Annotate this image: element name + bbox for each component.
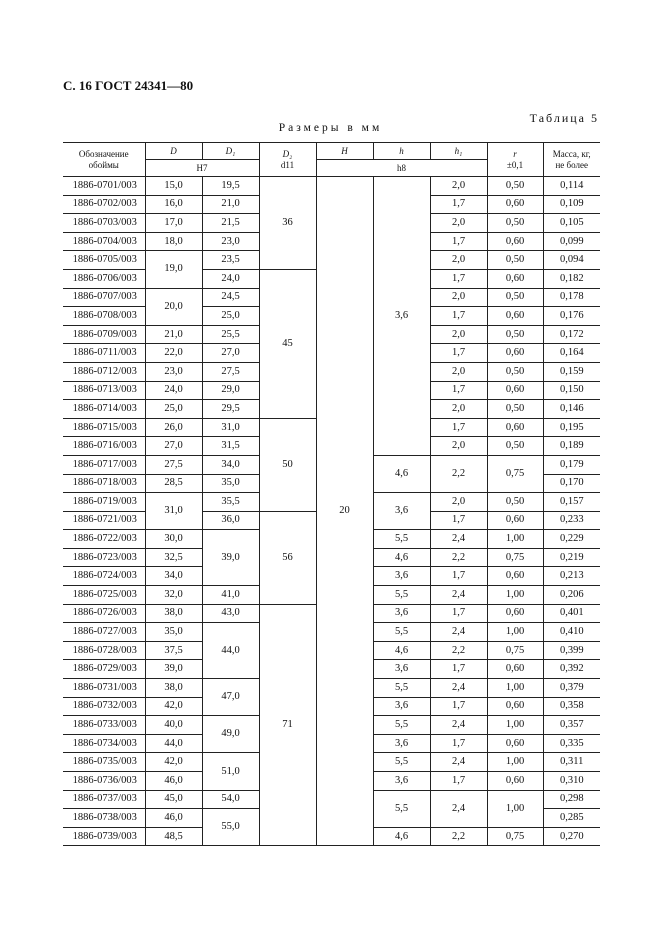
cell-code: 1886-0734/003 xyxy=(63,734,145,753)
col-H: H xyxy=(316,143,373,160)
cell-D1: 27,5 xyxy=(202,362,259,381)
cell-h1: 1,7 xyxy=(430,697,487,716)
cell-D1: 55,0 xyxy=(202,809,259,846)
cell-h: 4,6 xyxy=(373,455,430,492)
cell-m: 0,105 xyxy=(543,214,600,233)
cell-D1: 39,0 xyxy=(202,530,259,586)
cell-code: 1886-0701/003 xyxy=(63,177,145,196)
cell-D1: 24,0 xyxy=(202,269,259,288)
cell-m: 0,298 xyxy=(543,790,600,809)
col-D: D xyxy=(145,143,202,160)
cell-r: 1,00 xyxy=(487,679,543,698)
cell-h1: 1,7 xyxy=(430,232,487,251)
table-row xyxy=(63,177,600,196)
cell-code: 1886-0726/003 xyxy=(63,604,145,623)
cell-m: 0,285 xyxy=(543,809,600,828)
cell-code: 1886-0724/003 xyxy=(63,567,145,586)
cell-h1: 1,7 xyxy=(430,269,487,288)
cell-H: 20 xyxy=(316,177,373,846)
cell-D: 31,0 xyxy=(145,493,202,530)
cell-D: 27,0 xyxy=(145,437,202,456)
cell-m: 0,179 xyxy=(543,455,600,474)
table-title: Таблица 5 xyxy=(529,111,599,125)
cell-h: 3,6 xyxy=(373,567,430,586)
cell-h1: 1,7 xyxy=(430,604,487,623)
cell-D1: 21,5 xyxy=(202,214,259,233)
cell-D: 42,0 xyxy=(145,753,202,772)
cell-D: 42,0 xyxy=(145,697,202,716)
cell-r: 1,00 xyxy=(487,623,543,642)
cell-D: 38,0 xyxy=(145,604,202,623)
cell-h1: 2,4 xyxy=(430,753,487,772)
cell-code: 1886-0703/003 xyxy=(63,214,145,233)
cell-D: 20,0 xyxy=(145,288,202,325)
cell-r: 0,60 xyxy=(487,660,543,679)
cell-h: 3,6 xyxy=(373,734,430,753)
cell-h1: 1,7 xyxy=(430,772,487,791)
cell-h1: 2,2 xyxy=(430,455,487,492)
cell-m: 0,270 xyxy=(543,827,600,846)
cell-h1: 2,2 xyxy=(430,548,487,567)
cell-h1: 1,7 xyxy=(430,195,487,214)
cell-code: 1886-0712/003 xyxy=(63,362,145,381)
cell-h1: 2,0 xyxy=(430,493,487,512)
cell-code: 1886-0723/003 xyxy=(63,548,145,567)
cell-h: 3,6 xyxy=(373,697,430,716)
cell-D: 24,0 xyxy=(145,381,202,400)
cell-h1: 2,4 xyxy=(430,716,487,735)
cell-r: 0,60 xyxy=(487,604,543,623)
cell-m: 0,114 xyxy=(543,177,600,196)
cell-code: 1886-0704/003 xyxy=(63,232,145,251)
cell-h1: 1,7 xyxy=(430,344,487,363)
cell-h1: 2,4 xyxy=(430,530,487,549)
cell-code: 1886-0702/003 xyxy=(63,195,145,214)
cell-D: 16,0 xyxy=(145,195,202,214)
cell-D: 35,0 xyxy=(145,623,202,642)
cell-D: 46,0 xyxy=(145,809,202,828)
cell-D: 37,5 xyxy=(145,641,202,660)
cell-code: 1886-0713/003 xyxy=(63,381,145,400)
cell-r: 0,60 xyxy=(487,734,543,753)
cell-D: 44,0 xyxy=(145,734,202,753)
cell-m: 0,189 xyxy=(543,437,600,456)
cell-m: 0,392 xyxy=(543,660,600,679)
cell-D: 15,0 xyxy=(145,177,202,196)
cell-D: 19,0 xyxy=(145,251,202,288)
cell-r: 0,50 xyxy=(487,362,543,381)
cell-h1: 1,7 xyxy=(430,381,487,400)
cell-D1: 27,0 xyxy=(202,344,259,363)
cell-D2: 56 xyxy=(259,511,316,604)
col-D2-symbol: D₂ xyxy=(282,148,293,159)
cell-m: 0,357 xyxy=(543,716,600,735)
cell-h1: 2,0 xyxy=(430,288,487,307)
cell-m: 0,176 xyxy=(543,307,600,326)
cell-m: 0,358 xyxy=(543,697,600,716)
cell-r: 1,00 xyxy=(487,586,543,605)
cell-D: 28,5 xyxy=(145,474,202,493)
cell-h1: 2,0 xyxy=(430,437,487,456)
cell-m: 0,170 xyxy=(543,474,600,493)
page-header: С. 16 ГОСТ 24341—80 xyxy=(63,78,194,93)
cell-D: 45,0 xyxy=(145,790,202,809)
cell-D1: 23,0 xyxy=(202,232,259,251)
cell-code: 1886-0733/003 xyxy=(63,716,145,735)
cell-code: 1886-0727/003 xyxy=(63,623,145,642)
cell-h: 4,6 xyxy=(373,641,430,660)
cell-D: 32,0 xyxy=(145,586,202,605)
cell-h: 5,5 xyxy=(373,716,430,735)
cell-code: 1886-0708/003 xyxy=(63,307,145,326)
cell-r: 1,00 xyxy=(487,530,543,549)
cell-m: 0,379 xyxy=(543,679,600,698)
cell-D1: 25,5 xyxy=(202,325,259,344)
cell-code: 1886-0721/003 xyxy=(63,511,145,530)
cell-m: 0,146 xyxy=(543,400,600,419)
cell-code: 1886-0717/003 xyxy=(63,455,145,474)
cell-h1: 2,2 xyxy=(430,827,487,846)
col-designation: Обозначение обоймы xyxy=(63,143,145,177)
cell-h1: 1,7 xyxy=(430,418,487,437)
cell-D1: 21,0 xyxy=(202,195,259,214)
cell-r: 0,75 xyxy=(487,641,543,660)
cell-D1: 29,0 xyxy=(202,381,259,400)
cell-code: 1886-0731/003 xyxy=(63,679,145,698)
cell-h: 5,5 xyxy=(373,753,430,772)
cell-h: 3,6 xyxy=(373,772,430,791)
cell-D1: 19,5 xyxy=(202,177,259,196)
cell-D2: 71 xyxy=(259,604,316,846)
cell-h: 5,5 xyxy=(373,586,430,605)
cell-m: 0,150 xyxy=(543,381,600,400)
cell-r: 0,60 xyxy=(487,232,543,251)
cell-code: 1886-0735/003 xyxy=(63,753,145,772)
cell-D2: 50 xyxy=(259,418,316,511)
cell-D: 18,0 xyxy=(145,232,202,251)
cell-h1: 1,7 xyxy=(430,307,487,326)
cell-D: 27,5 xyxy=(145,455,202,474)
cell-r: 0,50 xyxy=(487,177,543,196)
cell-r: 0,60 xyxy=(487,381,543,400)
cell-code: 1886-0739/003 xyxy=(63,827,145,846)
cell-m: 0,164 xyxy=(543,344,600,363)
cell-h: 3,6 xyxy=(373,660,430,679)
cell-r: 0,50 xyxy=(487,325,543,344)
cell-h1: 2,2 xyxy=(430,641,487,660)
cell-D: 22,0 xyxy=(145,344,202,363)
cell-D: 21,0 xyxy=(145,325,202,344)
table-subtitle: Размеры в мм xyxy=(278,122,383,134)
cell-m: 0,219 xyxy=(543,548,600,567)
cell-h1: 1,7 xyxy=(430,567,487,586)
cell-D1: 41,0 xyxy=(202,586,259,605)
cell-D2: 36 xyxy=(259,177,316,270)
cell-r: 0,60 xyxy=(487,307,543,326)
cell-r: 0,50 xyxy=(487,400,543,419)
cell-code: 1886-0711/003 xyxy=(63,344,145,363)
cell-m: 0,094 xyxy=(543,251,600,270)
cell-code: 1886-0725/003 xyxy=(63,586,145,605)
cell-code: 1886-0706/003 xyxy=(63,269,145,288)
cell-h: 4,6 xyxy=(373,548,430,567)
cell-m: 0,206 xyxy=(543,586,600,605)
dimensions-table xyxy=(63,142,600,846)
cell-code: 1886-0729/003 xyxy=(63,660,145,679)
cell-r: 0,75 xyxy=(487,827,543,846)
cell-D1: 29,5 xyxy=(202,400,259,419)
cell-r: 0,50 xyxy=(487,437,543,456)
cell-h: 5,5 xyxy=(373,790,430,827)
cell-m: 0,213 xyxy=(543,567,600,586)
cell-D: 46,0 xyxy=(145,772,202,791)
cell-h: 4,6 xyxy=(373,827,430,846)
cell-r: 0,75 xyxy=(487,548,543,567)
cell-D: 40,0 xyxy=(145,716,202,735)
cell-D1: 35,0 xyxy=(202,474,259,493)
cell-D: 39,0 xyxy=(145,660,202,679)
cell-code: 1886-0718/003 xyxy=(63,474,145,493)
cell-h: 5,5 xyxy=(373,679,430,698)
cell-code: 1886-0719/003 xyxy=(63,493,145,512)
cell-h1: 2,4 xyxy=(430,623,487,642)
cell-r: 0,60 xyxy=(487,269,543,288)
cell-code: 1886-0714/003 xyxy=(63,400,145,419)
cell-m: 0,335 xyxy=(543,734,600,753)
cell-m: 0,233 xyxy=(543,511,600,530)
cell-h1: 1,7 xyxy=(430,511,487,530)
cell-m: 0,310 xyxy=(543,772,600,791)
cell-r: 0,60 xyxy=(487,772,543,791)
cell-D1: 43,0 xyxy=(202,604,259,623)
cell-h: 3,6 xyxy=(373,177,430,456)
cell-D1: 35,5 xyxy=(202,493,259,512)
cell-D: 32,5 xyxy=(145,548,202,567)
cell-m: 0,182 xyxy=(543,269,600,288)
cell-m: 0,099 xyxy=(543,232,600,251)
cell-code: 1886-0705/003 xyxy=(63,251,145,270)
tolerance-H7: H7 xyxy=(145,160,259,177)
cell-code: 1886-0737/003 xyxy=(63,790,145,809)
cell-m: 0,229 xyxy=(543,530,600,549)
cell-D1: 47,0 xyxy=(202,679,259,716)
cell-D: 25,0 xyxy=(145,400,202,419)
col-h: h xyxy=(373,143,430,160)
cell-h1: 1,7 xyxy=(430,734,487,753)
cell-r: 0,60 xyxy=(487,697,543,716)
cell-h1: 2,4 xyxy=(430,586,487,605)
cell-D1: 51,0 xyxy=(202,753,259,790)
col-r xyxy=(487,143,543,177)
col-r-tolerance: ±0,1 xyxy=(506,159,524,170)
cell-h1: 2,0 xyxy=(430,400,487,419)
cell-r: 1,00 xyxy=(487,716,543,735)
cell-D: 30,0 xyxy=(145,530,202,549)
cell-m: 0,159 xyxy=(543,362,600,381)
cell-h1: 2,0 xyxy=(430,362,487,381)
tolerance-h8: h8 xyxy=(316,160,487,177)
cell-D: 26,0 xyxy=(145,418,202,437)
col-D2-tolerance: d11 xyxy=(280,159,295,170)
cell-m: 0,109 xyxy=(543,195,600,214)
cell-r: 0,50 xyxy=(487,251,543,270)
cell-r: 0,75 xyxy=(487,455,543,492)
col-r-symbol: r xyxy=(513,148,517,159)
cell-m: 0,195 xyxy=(543,418,600,437)
cell-D1: 25,0 xyxy=(202,307,259,326)
cell-m: 0,401 xyxy=(543,604,600,623)
cell-code: 1886-0732/003 xyxy=(63,697,145,716)
cell-h: 5,5 xyxy=(373,530,430,549)
cell-h1: 1,7 xyxy=(430,660,487,679)
cell-h1: 2,0 xyxy=(430,251,487,270)
cell-D1: 36,0 xyxy=(202,511,259,530)
cell-code: 1886-0722/003 xyxy=(63,530,145,549)
cell-r: 0,60 xyxy=(487,195,543,214)
cell-m: 0,399 xyxy=(543,641,600,660)
cell-h1: 2,0 xyxy=(430,214,487,233)
cell-code: 1886-0736/003 xyxy=(63,772,145,791)
cell-D: 23,0 xyxy=(145,362,202,381)
cell-h1: 2,0 xyxy=(430,177,487,196)
cell-D1: 44,0 xyxy=(202,623,259,679)
cell-h: 5,5 xyxy=(373,623,430,642)
cell-r: 0,60 xyxy=(487,418,543,437)
cell-h: 3,6 xyxy=(373,493,430,530)
cell-r: 0,50 xyxy=(487,214,543,233)
cell-D1: 54,0 xyxy=(202,790,259,809)
cell-D: 48,5 xyxy=(145,827,202,846)
cell-m: 0,157 xyxy=(543,493,600,512)
cell-D1: 24,5 xyxy=(202,288,259,307)
cell-code: 1886-0709/003 xyxy=(63,325,145,344)
cell-m: 0,311 xyxy=(543,753,600,772)
cell-D: 34,0 xyxy=(145,567,202,586)
cell-m: 0,178 xyxy=(543,288,600,307)
cell-code: 1886-0707/003 xyxy=(63,288,145,307)
cell-code: 1886-0738/003 xyxy=(63,809,145,828)
cell-r: 0,60 xyxy=(487,511,543,530)
cell-D1: 34,0 xyxy=(202,455,259,474)
cell-code: 1886-0728/003 xyxy=(63,641,145,660)
cell-h1: 2,0 xyxy=(430,325,487,344)
cell-D2: 45 xyxy=(259,269,316,418)
cell-code: 1886-0716/003 xyxy=(63,437,145,456)
cell-D1: 31,5 xyxy=(202,437,259,456)
cell-D: 38,0 xyxy=(145,679,202,698)
col-mass: Масса, кг, не более xyxy=(543,143,600,177)
col-D1: D₁ xyxy=(202,143,259,160)
cell-r: 0,60 xyxy=(487,344,543,363)
cell-m: 0,410 xyxy=(543,623,600,642)
cell-code: 1886-0715/003 xyxy=(63,418,145,437)
cell-h1: 2,4 xyxy=(430,679,487,698)
cell-r: 0,60 xyxy=(487,567,543,586)
cell-r: 1,00 xyxy=(487,753,543,772)
col-h1: h₁ xyxy=(430,143,487,160)
cell-D1: 31,0 xyxy=(202,418,259,437)
cell-D1: 49,0 xyxy=(202,716,259,753)
cell-D: 17,0 xyxy=(145,214,202,233)
cell-m: 0,172 xyxy=(543,325,600,344)
cell-r: 1,00 xyxy=(487,790,543,827)
cell-h1: 2,4 xyxy=(430,790,487,827)
cell-D1: 23,5 xyxy=(202,251,259,270)
cell-r: 0,50 xyxy=(487,493,543,512)
cell-r: 0,50 xyxy=(487,288,543,307)
cell-h: 3,6 xyxy=(373,604,430,623)
col-D2 xyxy=(259,143,316,177)
